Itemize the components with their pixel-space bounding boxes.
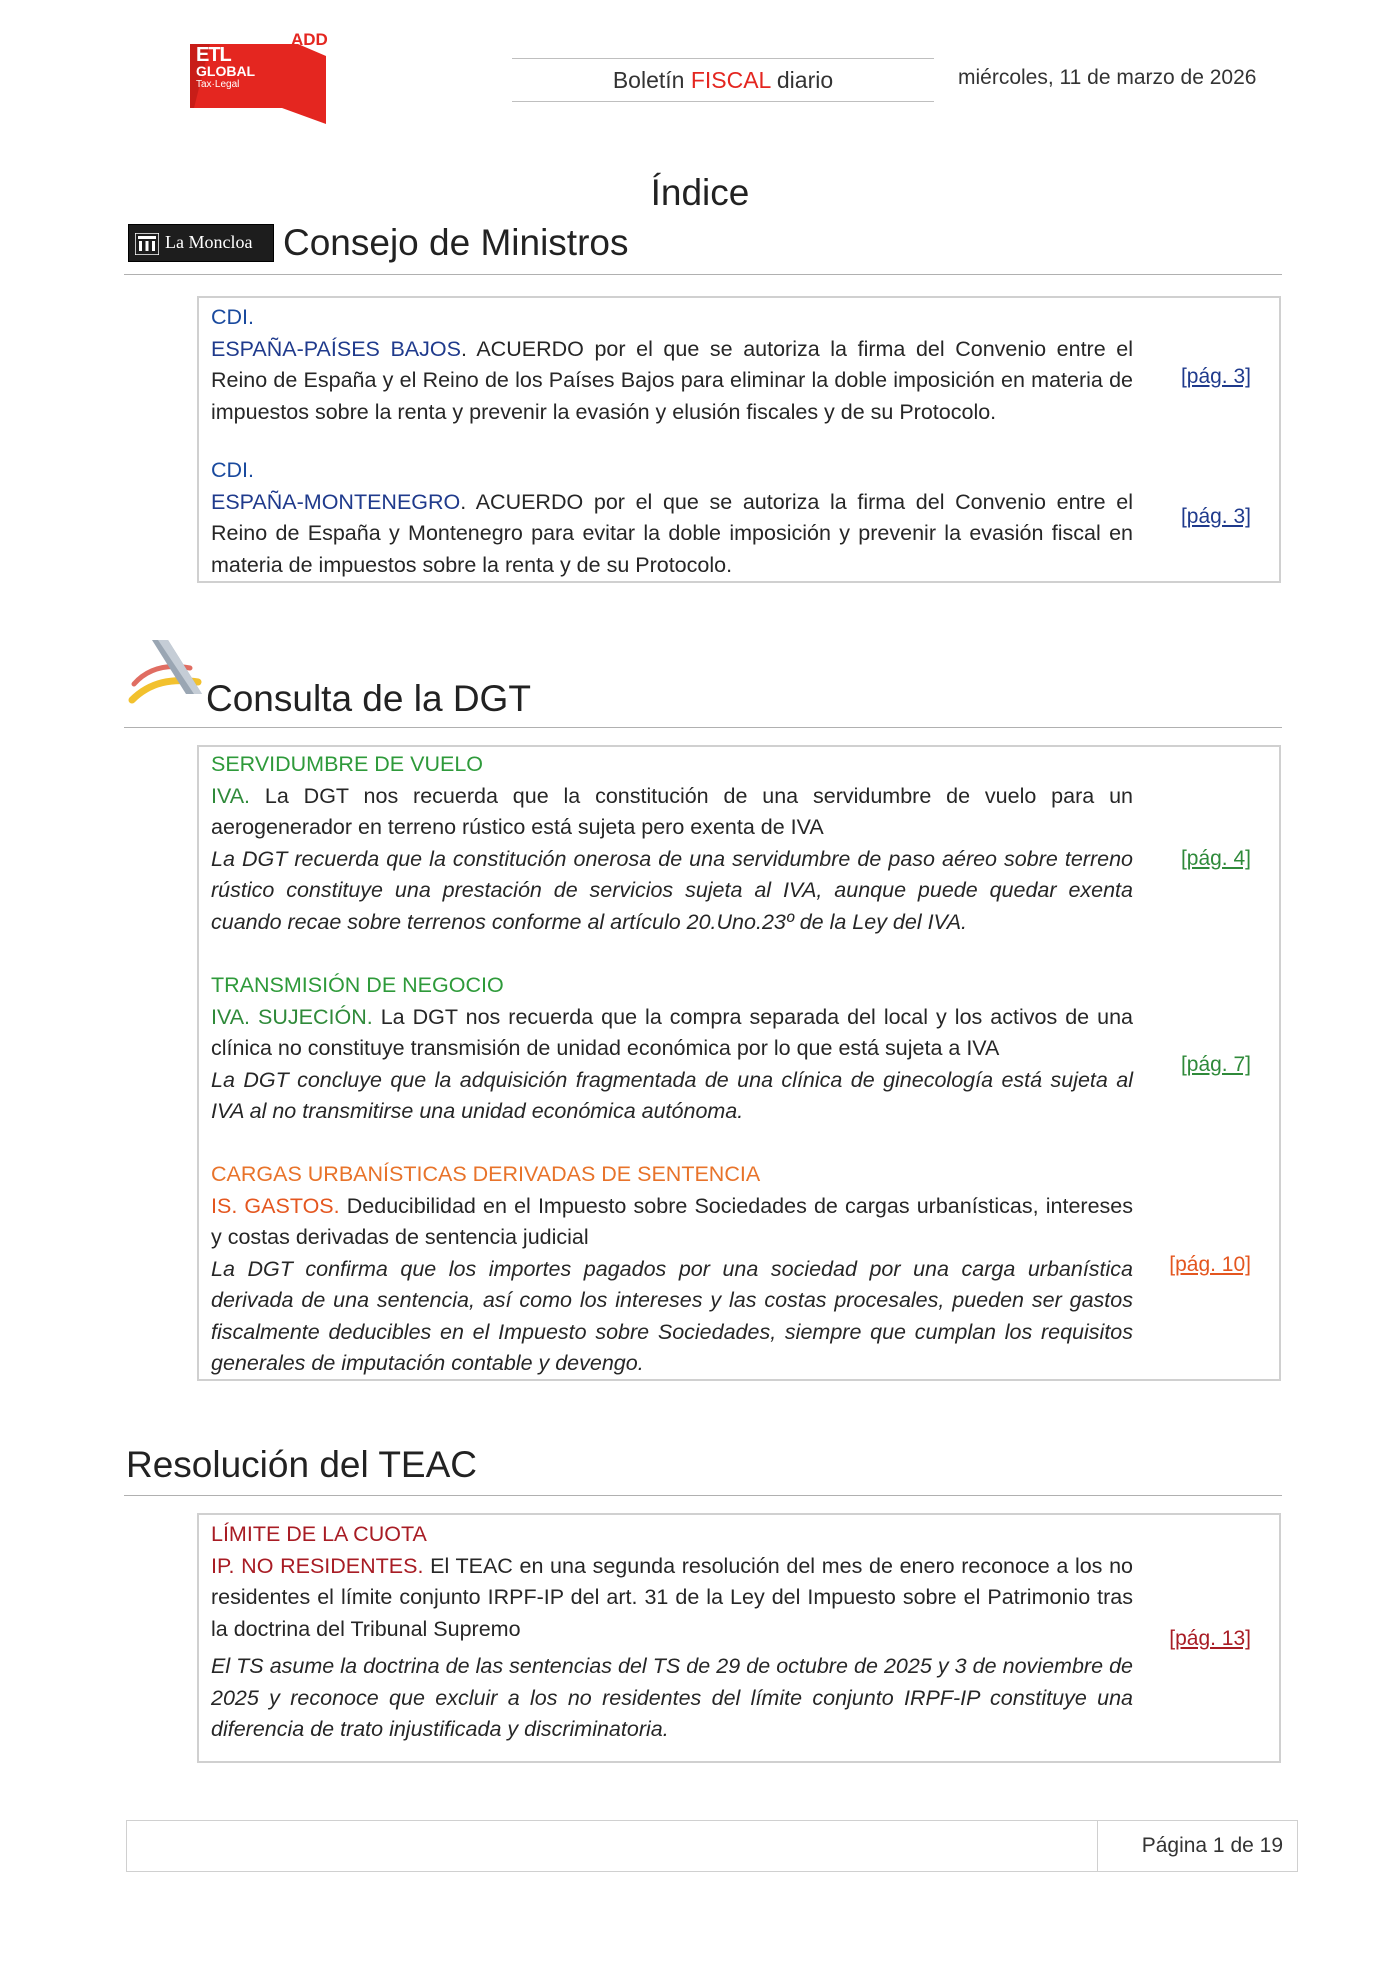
bulletin-title — [512, 58, 934, 102]
entry-category: CDI. — [211, 458, 254, 482]
entry-summary: La DGT concluye que la adquisición fragmentada de una clínica de ginecología está sujeta al IVA al no transmitirse una unidad económica autónoma. — [211, 1067, 1133, 1123]
page-footer — [126, 1820, 1298, 1872]
entry-lead: ESPAÑA-PAÍSES BAJOS — [211, 336, 461, 361]
page-link[interactable]: [pág. 13] — [1169, 1627, 1251, 1650]
section-title-consejo: Consejo de Ministros — [283, 222, 629, 263]
page-link[interactable]: [pág. 3] — [1180, 505, 1251, 528]
page-link[interactable]: [pág. 10] — [1169, 1253, 1251, 1276]
entry-body — [211, 781, 1133, 844]
entry-text: La DGT nos recuerda que la compra separada del local y los activos de una clínica no constituye transmisión de unidad económica por lo que está sujeta a IVA — [211, 1004, 1133, 1060]
moncloa-logo-text: La Moncloa — [165, 232, 253, 252]
moncloa-logo — [128, 224, 274, 262]
section-divider-consejo — [124, 274, 1282, 275]
entry-category: TRANSMISIÓN DE NEGOCIO — [211, 973, 504, 997]
entry-category: CDI. — [211, 305, 254, 329]
entry-lead: IS. GASTOS. — [211, 1193, 340, 1218]
aeat-logo-icon — [128, 638, 204, 704]
page-number: Página 1 de 19 — [1141, 1834, 1283, 1857]
entry-summary: El TS asume la doctrina de las sentencias del TS de 29 de octubre de 2025 y 3 de noviembre de 2025 y reconoce que excluir a los no residentes del límite conjunto IRPF-IP constituye una diferencia de trato injustificada y discriminatoria. — [211, 1654, 1133, 1741]
bulletin-prefix: Boletín — [612, 67, 691, 93]
entry-category: CARGAS URBANÍSTICAS DERIVADAS DE SENTENCIA — [211, 1162, 761, 1186]
entry-category: LÍMITE DE LA CUOTA — [211, 1522, 427, 1546]
entry-lead: IVA. SUJECIÓN. — [211, 1004, 373, 1029]
dgt-entries-box — [197, 745, 1281, 1381]
entry-body — [211, 487, 1133, 582]
entry-category: SERVIDUMBRE DE VUELO — [211, 752, 484, 776]
section-title-dgt: Consulta de la DGT — [206, 678, 531, 719]
bulletin-fiscal: FISCAL — [690, 67, 771, 93]
dgt-entry-1 — [211, 749, 1267, 938]
entry-body — [211, 1191, 1133, 1254]
entry-text: . ACUERDO por el que se autoriza la firma del Convenio entre el Reino de España y Montenegro para evitar la doble imposición y prevenir la evasión fiscal en materia de impuestos sobre la renta y de su Protocolo. — [211, 489, 1133, 577]
dgt-entry-2 — [211, 970, 1267, 1128]
dgt-entry-3 — [211, 1159, 1267, 1380]
footer-divider — [1097, 1821, 1098, 1871]
entry-lead: ESPAÑA-MONTENEGRO — [211, 489, 461, 514]
entry-text: El TEAC en una segunda resolución del mes de enero reconoce a los no residentes el límite conjunto IRPF-IP del art. 31 de la Ley del Impuesto sobre el Patrimonio tras la doctrina del Tribunal Supremo — [211, 1553, 1133, 1641]
section-divider-dgt — [124, 727, 1282, 728]
logo-global-text: GLOBAL — [196, 63, 256, 79]
logo-tax-text: Tax·Legal — [196, 79, 240, 90]
teac-entry-1 — [211, 1519, 1267, 1746]
etl-global-logo — [190, 32, 330, 124]
entry-body — [211, 1002, 1133, 1065]
consejo-entry-1 — [211, 302, 1267, 428]
page-link[interactable]: [pág. 4] — [1180, 847, 1251, 870]
entry-lead: IVA. — [211, 783, 251, 808]
entry-body — [211, 334, 1133, 429]
index-title: Índice — [650, 172, 750, 213]
bulletin-suffix: diario — [770, 67, 834, 93]
logo-etl-text: ETL — [196, 44, 231, 66]
logo-add-text: ADD — [291, 30, 328, 49]
consejo-entries-box — [197, 296, 1281, 583]
section-divider-teac — [124, 1495, 1282, 1496]
entry-text: La DGT nos recuerda que la constitución de una servidumbre de vuelo para un aerogenerador en terreno rústico está sujeta pero exenta de IVA — [211, 783, 1133, 839]
entry-lead: IP. NO RESIDENTES. — [211, 1553, 424, 1578]
section-title-teac: Resolución del TEAC — [126, 1444, 477, 1485]
moncloa-building-icon — [135, 233, 159, 255]
teac-entries-box — [197, 1513, 1281, 1763]
page-link[interactable]: [pág. 7] — [1180, 1053, 1251, 1076]
entry-text: Deducibilidad en el Impuesto sobre Sociedades de cargas urbanísticas, intereses y costas derivadas de sentencia judicial — [211, 1193, 1133, 1249]
entry-summary: La DGT confirma que los importes pagados por una sociedad por una carga urbanística derivada de una sentencia, así como los intereses y las costas procesales, pueden ser gastos fiscalmente deducibles en el Impuesto sobre Sociedades, siempre que cumplan los requisitos generales de imputación contable y devengo. — [211, 1256, 1133, 1375]
entry-summary: La DGT recuerda que la constitución onerosa de una servidumbre de paso aéreo sobre terreno rústico constituye una prestación de servicios sujeta al IVA, aunque puede quedar exenta cuando recae sobre terrenos conforme al artículo 20.Uno.23º de la Ley del IVA. — [211, 846, 1133, 934]
page-link[interactable]: [pág. 3] — [1180, 365, 1251, 388]
entry-text: . ACUERDO por el que se autoriza la firma del Convenio entre el Reino de España y el Reino de los Países Bajos para eliminar la doble imposición en materia de impuestos sobre la renta y prevenir la evasión y elusión fiscales y de su Protocolo. — [211, 336, 1134, 424]
entry-body — [211, 1551, 1133, 1646]
header-date: miércoles, 11 de marzo de 2026 — [958, 66, 1257, 89]
consejo-entry-2 — [211, 455, 1267, 581]
